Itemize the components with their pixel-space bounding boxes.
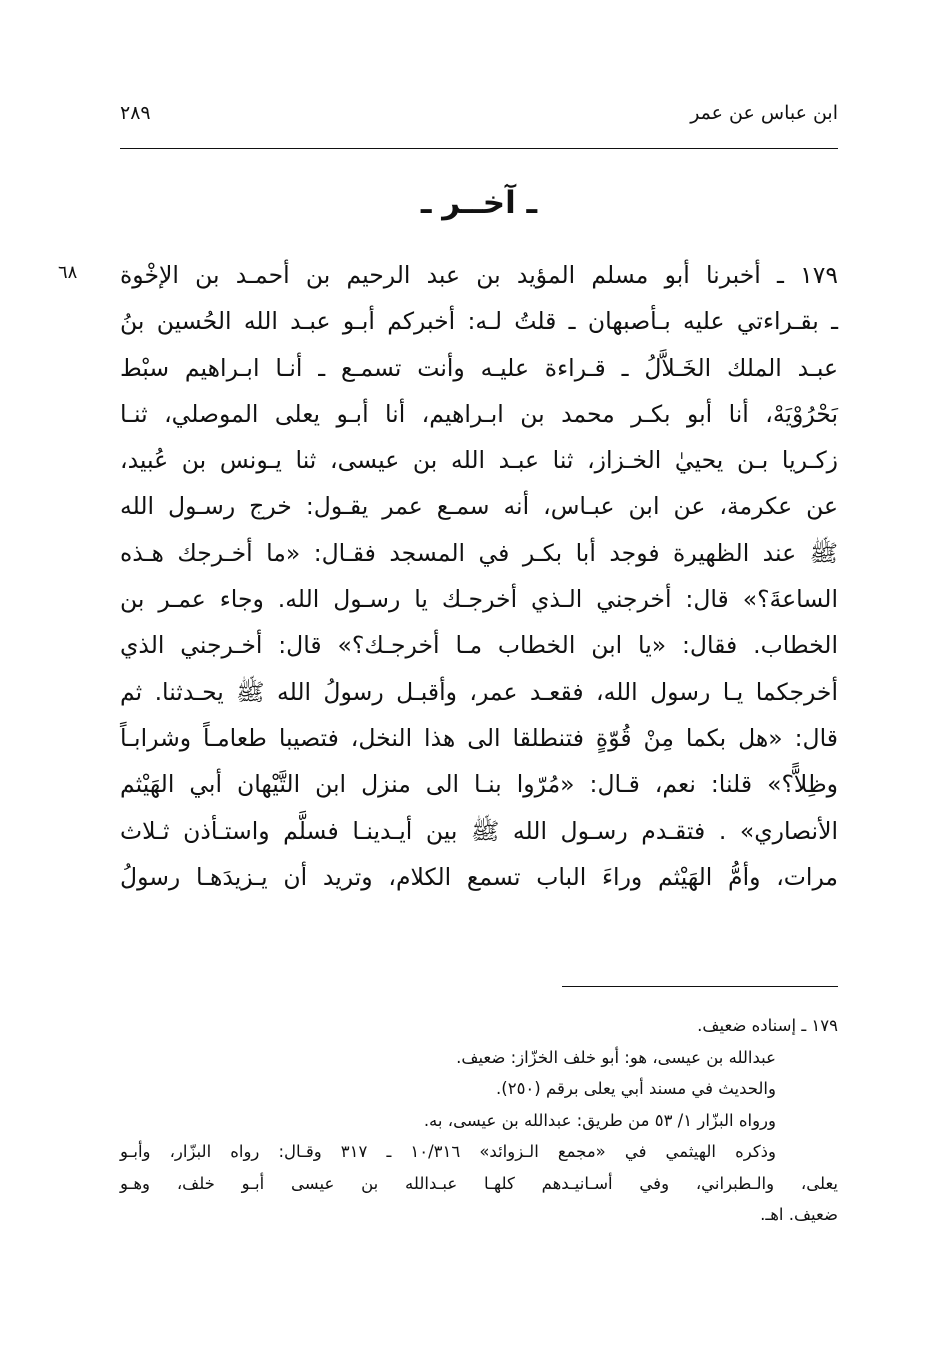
footnotes xyxy=(120,1010,838,1231)
running-title: ابن عباس عن عمر xyxy=(690,102,838,124)
header-divider xyxy=(120,148,838,149)
page-number: ٢٨٩ xyxy=(120,102,151,124)
body-line: الخطاب. فقال: «يا ابن الخطاب مـا أخرجـك؟» قال: أخـرجني الذي xyxy=(120,631,838,660)
body-line: ﷺ عند الظهيرة فوجد أبا بكـر في المسجد فقـال: «ما أخـرجك هـذه xyxy=(120,538,838,567)
body-line: وظِلاًّ؟» قلنا: نعم، قـال: «مُرّوا بنـا الى منزل ابن التَّيْهان أبي الهَيْثم xyxy=(120,770,838,799)
body-line: عن عكرمة، عن ابن عبـاس، أنه سمـع عمر يقـول: خرج رسـول الله xyxy=(120,492,838,521)
footnote-line: ضعيف. اهـ. xyxy=(760,1205,838,1224)
body-line: زكـريا بـن يحييٰ الخـزاز، ثنا عبـد الله بن عيسى، ثنا يـونس بن عُبيد، xyxy=(120,446,838,475)
body-line: ـ بقـراءتي عليه بـأصبهان ـ قلتُ لـه: أخبركم أبـو عبـد الله الحُسين بنُ xyxy=(120,307,838,336)
body-line: ١٧٩ ـ أخبرنا أبو مسلم المؤيد بن عبد الرحيم بن أحمـد بن الإخْوة xyxy=(120,261,838,289)
footnote-line: يعلى، والـطبراني، وفي أسـانيـدهم كلهـا عبـدالله بن عيسى أبـو خلف، وهـو xyxy=(120,1173,838,1193)
footnote-heading: ١٧٩ ـ إسناده ضعيف. xyxy=(697,1016,838,1035)
body-line: عبـد الملك الخَـلاَّلُ ـ قـراءة عليـه وأنت تسمـع ـ أنـا ابـراهيم سبْط xyxy=(120,353,838,382)
body-line: مرات، وأمُّ الهَيْثم وراءَ الباب تسمع الكلام، وتريد أن يـزيدَهـا رسولُ xyxy=(120,862,838,891)
body-line: الساعةَ؟» قال: أخرجني الـذي أخرجـك يا رسـول الله. وجاء عمـر بن xyxy=(120,585,838,614)
body-line: أخرجكما يـا رسول الله، فقعـد عمر، وأقبـل رسولُ الله ﷺ يحـدثنا. ثم xyxy=(120,677,838,706)
section-heading: ـ آخــر ـ xyxy=(420,185,538,221)
body-line: بَحْرُوْيَهْ، أنا أبو بكـر محمد بن ابـراهيم، أنا أبـو يعلى الموصلي، ثنـا xyxy=(120,399,838,428)
footnote-line: عبدالله بن عيسى، هو: أبو خلف الخزّاز: ضعيف. xyxy=(456,1047,776,1067)
running-header xyxy=(120,100,838,140)
body-line: الأنصاري» . فتقـدم رسـول الله ﷺ بين أيـدينـا فسلَّم واستـأذن ثـلاث xyxy=(120,816,838,845)
footnote-divider xyxy=(562,986,838,987)
footnote-line: ورواه البزّار ١/ ٥٣ من طريق: عبدالله بن عيسى، به. xyxy=(423,1110,776,1130)
body-text xyxy=(120,252,838,900)
margin-number: ٦٨ xyxy=(58,262,78,283)
body-line: قال: «هل بكما مِنْ قُوّةٍ فتنطلقا الى هذا النخل، فتصيبا طعامـاً وشرابـاً xyxy=(120,723,838,752)
footnote-line: والحديث في مسند أبي يعلى برقم (٢٥٠). xyxy=(496,1079,776,1098)
footnote-line: وذكره الهيثمي في «مجمع الـزوائد» ١٠/٣١٦ ـ ٣١٧ وقـال: رواه البزّار، وأبـو xyxy=(120,1142,776,1161)
